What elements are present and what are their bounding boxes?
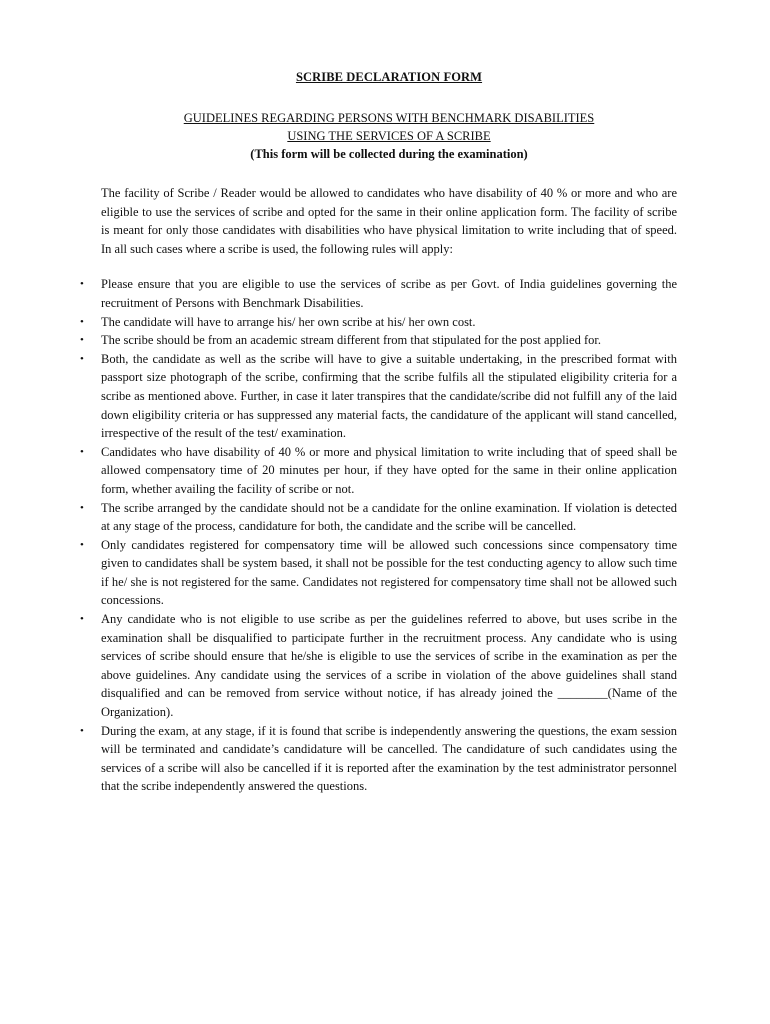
bullet-icon: • bbox=[80, 278, 84, 291]
rule-item bbox=[80, 499, 677, 536]
rule-item bbox=[80, 443, 677, 499]
bullet-icon: • bbox=[80, 315, 84, 328]
bullet-icon: • bbox=[80, 538, 84, 551]
rule-text: The scribe should be from an academic stream different from that stipulated for the post applied for. bbox=[101, 333, 601, 348]
rule-item bbox=[80, 331, 677, 350]
rule-text: Candidates who have disability of 40 % or more and physical limitation to write including that of speed shall be allowed compensatory time of 20 minutes per hour, if they have opted for the same in their online application form, whether availing the facility of scribe or not. bbox=[101, 444, 677, 496]
intro-paragraph: The facility of Scribe / Reader would be allowed to candidates who have disability of 40 % or more and who are eligible to use the services of scribe and opted for the same in their online application form. The facility of scribe is meant for only those candidates with disabilities who have physical limitation to write including that of speed. In all such cases where a scribe is used, the following rules will apply: bbox=[101, 186, 677, 256]
rule-item bbox=[80, 610, 677, 722]
rule-text: Both, the candidate as well as the scribe will have to give a suitable undertaking, in the prescribed format with passport size photograph of the scribe, confirming that the scribe fulfils all the stipulated eligibility criteria for a scribe as mentioned above. Further, in case it later transpires that the candidate/scribe did not fulfill any of the laid down eligibility criteria or has suppressed any material facts, the candidature of the applicant will stand cancelled, irrespective of the result of the test/ examination. bbox=[101, 351, 677, 441]
collection-note: (This form will be collected during the examination) bbox=[250, 147, 528, 161]
bullet-icon: • bbox=[80, 352, 84, 365]
rule-text: The scribe arranged by the candidate should not be a candidate for the online examination. If violation is detected at any stage of the process, candidature for both, the candidate and the scribe will be cancelled. bbox=[101, 500, 677, 534]
bullet-icon: • bbox=[80, 724, 84, 737]
bullet-icon: • bbox=[80, 501, 84, 514]
rule-item bbox=[80, 536, 677, 610]
rule-text: Any candidate who is not eligible to use scribe as per the guidelines referred to above, but uses scribe in the examination shall be disqualified to participate further in the recruitment process. Any candidate who is using services of scribe should ensure that he/she is eligible to use the services of scribe in the examination as per the above guidelines. Any candidate using the services of a scribe in violation of the above guidelines shall stand disqualified and can be removed from service without notice, if has already joined the ________(Name of the Organization). bbox=[101, 612, 677, 720]
rule-item bbox=[80, 722, 677, 796]
rule-item bbox=[80, 275, 677, 312]
guidelines-line-2: USING THE SERVICES OF A SCRIBE bbox=[287, 129, 491, 143]
rule-text: During the exam, at any stage, if it is found that scribe is independently answering the questions, the exam session will be terminated and candidate’s candidature will be cancelled. The candidature of such candidates using the services of a scribe will also be cancelled if it is reported after the examination by the test administrator personnel that the scribe independently answered the questions. bbox=[101, 723, 677, 794]
rule-text: Please ensure that you are eligible to use the services of scribe as per Govt. of India guidelines governing the recruitment of Persons with Benchmark Disabilities. bbox=[101, 277, 677, 310]
rule-item bbox=[80, 350, 677, 443]
bullet-icon: • bbox=[80, 613, 84, 626]
form-title: SCRIBE DECLARATION FORM bbox=[295, 70, 483, 84]
guidelines-heading bbox=[101, 109, 677, 163]
rule-item bbox=[80, 313, 677, 332]
rule-text: Only candidates registered for compensatory time will be allowed such concessions since compensatory time given to candidates shall be system based, it shall not be possible for the test conducting agency to allow such time if he/ she is not registered for the same. Candidates not registered for compensatory time shall not be allowed such concessions. bbox=[101, 537, 677, 608]
rules-list bbox=[80, 275, 677, 796]
bullet-icon: • bbox=[80, 445, 84, 458]
bullet-icon: • bbox=[80, 334, 84, 347]
guidelines-line-1: GUIDELINES REGARDING PERSONS WITH BENCHMARK DISABILITIES bbox=[183, 111, 595, 125]
rule-text: The candidate will have to arrange his/ her own scribe at his/ her own cost. bbox=[101, 314, 476, 329]
